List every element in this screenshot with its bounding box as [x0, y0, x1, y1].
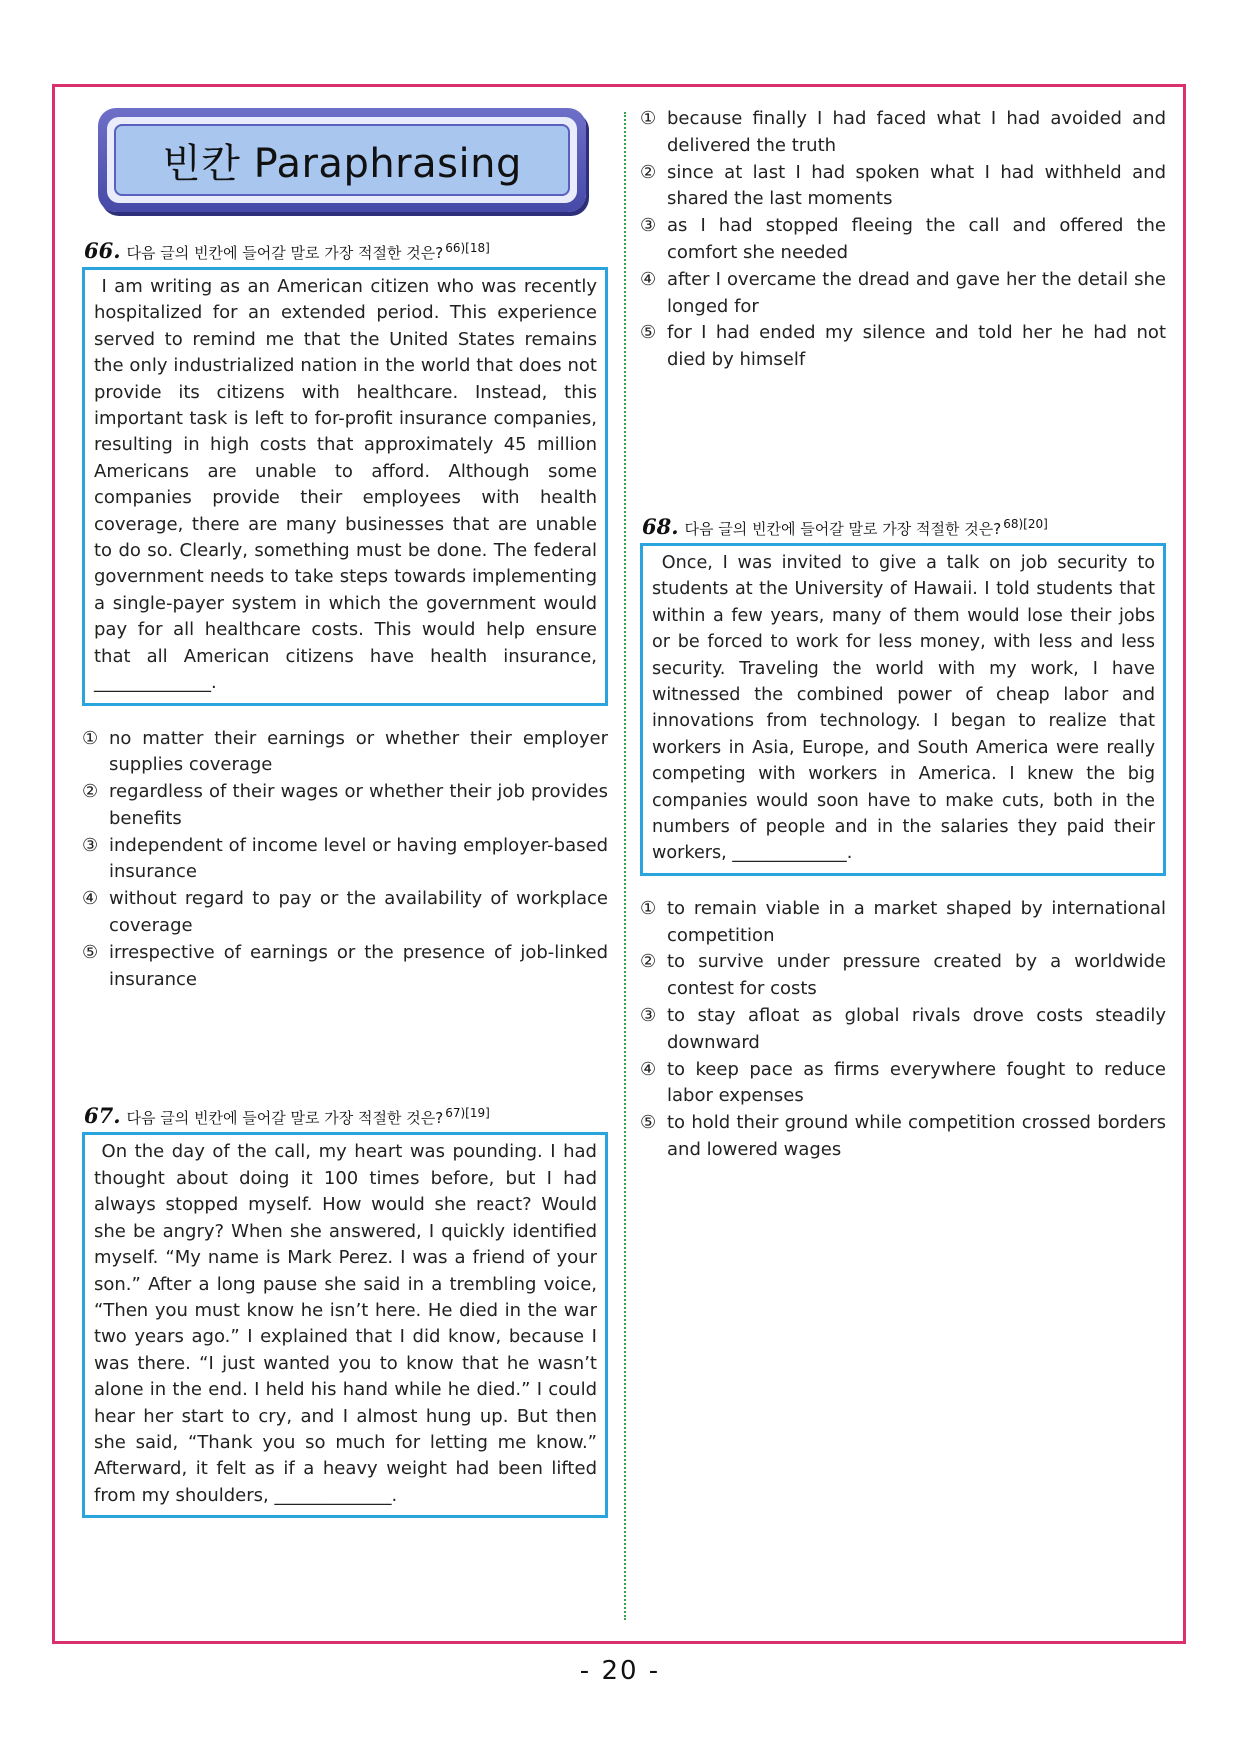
option-number: ①: [640, 108, 657, 129]
passage-text: I am writing as an American citizen who was recently hospitalized for an extended period. This experience served to remind me that the United States remains the only industrialized nation in the world that does not provide its citizens with healthcare. Instead, this important task is left to for-profit insurance companies, resulting in high costs that approximately 45 million Americans are unable to afford. Although some companies provide their employees with health coverage, there are many businesses that are unable to do so. Clearly, something must be done. The federal government needs to take steps towards implementing a single-payer system in which the government would pay for all healthcare costs. This would help ensure that all American citizens have health insurance, _____________.: [94, 276, 597, 694]
option-number: ①: [640, 897, 657, 919]
option-text: since at last I had spoken what I had withheld and shared the last moments: [667, 161, 1166, 210]
option-text: to keep pace as firms everywhere fought to reduce labor expenses: [667, 1058, 1166, 1107]
option-text: to remain viable in a market shaped by international competition: [667, 897, 1166, 946]
option-number: ⑤: [82, 941, 99, 963]
option-text: irrespective of earnings or the presence of job-linked insurance: [109, 941, 608, 990]
option-text: to stay afloat as global rivals drove costs steadily downward: [667, 1005, 1166, 1053]
answer-option[interactable]: [640, 949, 1166, 1003]
passage-box: [82, 267, 608, 706]
option-text: as I had stopped fleeing the call and offered the comfort she needed: [667, 215, 1166, 263]
passage-text: On the day of the call, my heart was pounding. I had thought about doing it 100 times before, but I had always stopped myself. How would she react? Would she be angry? When she answered, I quickly identified myself. “My name is Mark Perez. I was a friend of your son.” After a long pause she said in a trembling voice, “Then you must know he isn’t here. He died in the war two years ago.” I explained that I did know, because I was there. “I just wanted you to know that he wasn’t alone in the end. I held his hand while he died.” I could hear her start to cry, and I almost hung up. But then she said, “Thank you so much for letting me know.” Afterward, it felt as if a heavy weight had been lifted from my shoulders, _____________.: [94, 1141, 597, 1506]
question-source: 68)[20]: [1003, 516, 1048, 531]
option-number: ③: [640, 215, 657, 237]
answer-options-67: [640, 106, 1166, 374]
answer-option[interactable]: [82, 886, 608, 940]
question-header: [84, 1103, 608, 1128]
title-badge: [98, 108, 586, 212]
option-text: to survive under pressure created by a worldwide contest for costs: [667, 951, 1166, 1000]
option-text: independent of income level or having employer-based insurance: [109, 834, 608, 883]
answer-option[interactable]: [82, 779, 608, 833]
answer-options: [640, 896, 1166, 1164]
option-number: ③: [640, 1005, 657, 1027]
question-prompt: 다음 글의 빈칸에 들어갈 말로 가장 적절한 것은? $^{68)[20]}$: [684, 516, 1048, 538]
section-title: 빈칸 Paraphrasing: [114, 124, 570, 196]
option-number: ②: [82, 781, 99, 803]
question-header: [642, 514, 1166, 539]
option-number: ①: [82, 727, 99, 749]
question-number: 67.: [84, 1103, 121, 1129]
question-68: [640, 514, 1166, 1164]
right-column: [640, 106, 1166, 1164]
page-number: - 20 -: [579, 1656, 661, 1686]
answer-option[interactable]: [82, 833, 608, 887]
option-text: no matter their earnings or whether their employer supplies coverage: [109, 727, 608, 776]
question-prompt: 다음 글의 빈칸에 들어갈 말로 가장 적절한 것은? $^{67)[19]}$: [126, 1106, 490, 1128]
question-source: 66)[18]: [445, 241, 490, 255]
answer-option[interactable]: [640, 160, 1166, 214]
passage-box: [82, 1132, 608, 1518]
option-text: after I overcame the dread and gave her the detail she longed for: [667, 268, 1166, 317]
option-number: ③: [82, 834, 99, 856]
answer-option[interactable]: [640, 106, 1166, 160]
passage-text: Once, I was invited to give a talk on job security to students at the University of Hawaii. I told students that within a few years, many of them would lose their jobs or be forced to work for less money, with less and less security. Traveling the world with my work, I have witnessed the combined power of cheap labor and innovations from technology. I began to realize that workers in Asia, Europe, and South America were really competing with workers in America. I knew the big companies would soon have to make cuts, both in the numbers of people and in the salaries they paid their workers, _____________.: [652, 552, 1156, 864]
question-number: 68.: [642, 513, 679, 539]
question-prompt: 다음 글의 빈칸에 들어갈 말로 가장 적절한 것은? $^{66)[18]}$: [126, 241, 490, 262]
option-number: ②: [640, 951, 657, 973]
answer-option[interactable]: [640, 320, 1166, 374]
option-text: regardless of their wages or whether their job provides benefits: [109, 781, 608, 829]
answer-option[interactable]: [640, 896, 1166, 950]
option-text: because finally I had faced what I had avoided and delivered the truth: [667, 108, 1166, 156]
answer-options: [82, 726, 608, 994]
question-67: [82, 1103, 608, 1518]
answer-option[interactable]: [82, 726, 608, 780]
answer-option[interactable]: [640, 1110, 1166, 1164]
option-number: ②: [640, 161, 657, 183]
passage-box: [640, 543, 1166, 876]
left-column: [82, 106, 608, 1518]
option-text: for I had ended my silence and told her he had not died by himself: [667, 322, 1166, 371]
answer-option[interactable]: [640, 213, 1166, 267]
option-number: ⑤: [640, 1112, 657, 1134]
column-divider: [624, 112, 626, 1620]
option-number: ④: [640, 268, 657, 290]
answer-option[interactable]: [640, 1003, 1166, 1057]
question-header: [84, 238, 608, 263]
option-number: ④: [82, 888, 99, 910]
question-number: 66.: [84, 238, 121, 263]
answer-option[interactable]: [640, 1057, 1166, 1111]
option-text: without regard to pay or the availability of workplace coverage: [109, 888, 608, 937]
option-number: ⑤: [640, 322, 657, 344]
answer-option[interactable]: [82, 940, 608, 994]
option-text: to hold their ground while competition crossed borders and lowered wages: [667, 1112, 1166, 1161]
answer-option[interactable]: [640, 267, 1166, 321]
question-source: 67)[19]: [445, 1106, 490, 1121]
question-66: [82, 238, 608, 993]
option-number: ④: [640, 1058, 657, 1080]
